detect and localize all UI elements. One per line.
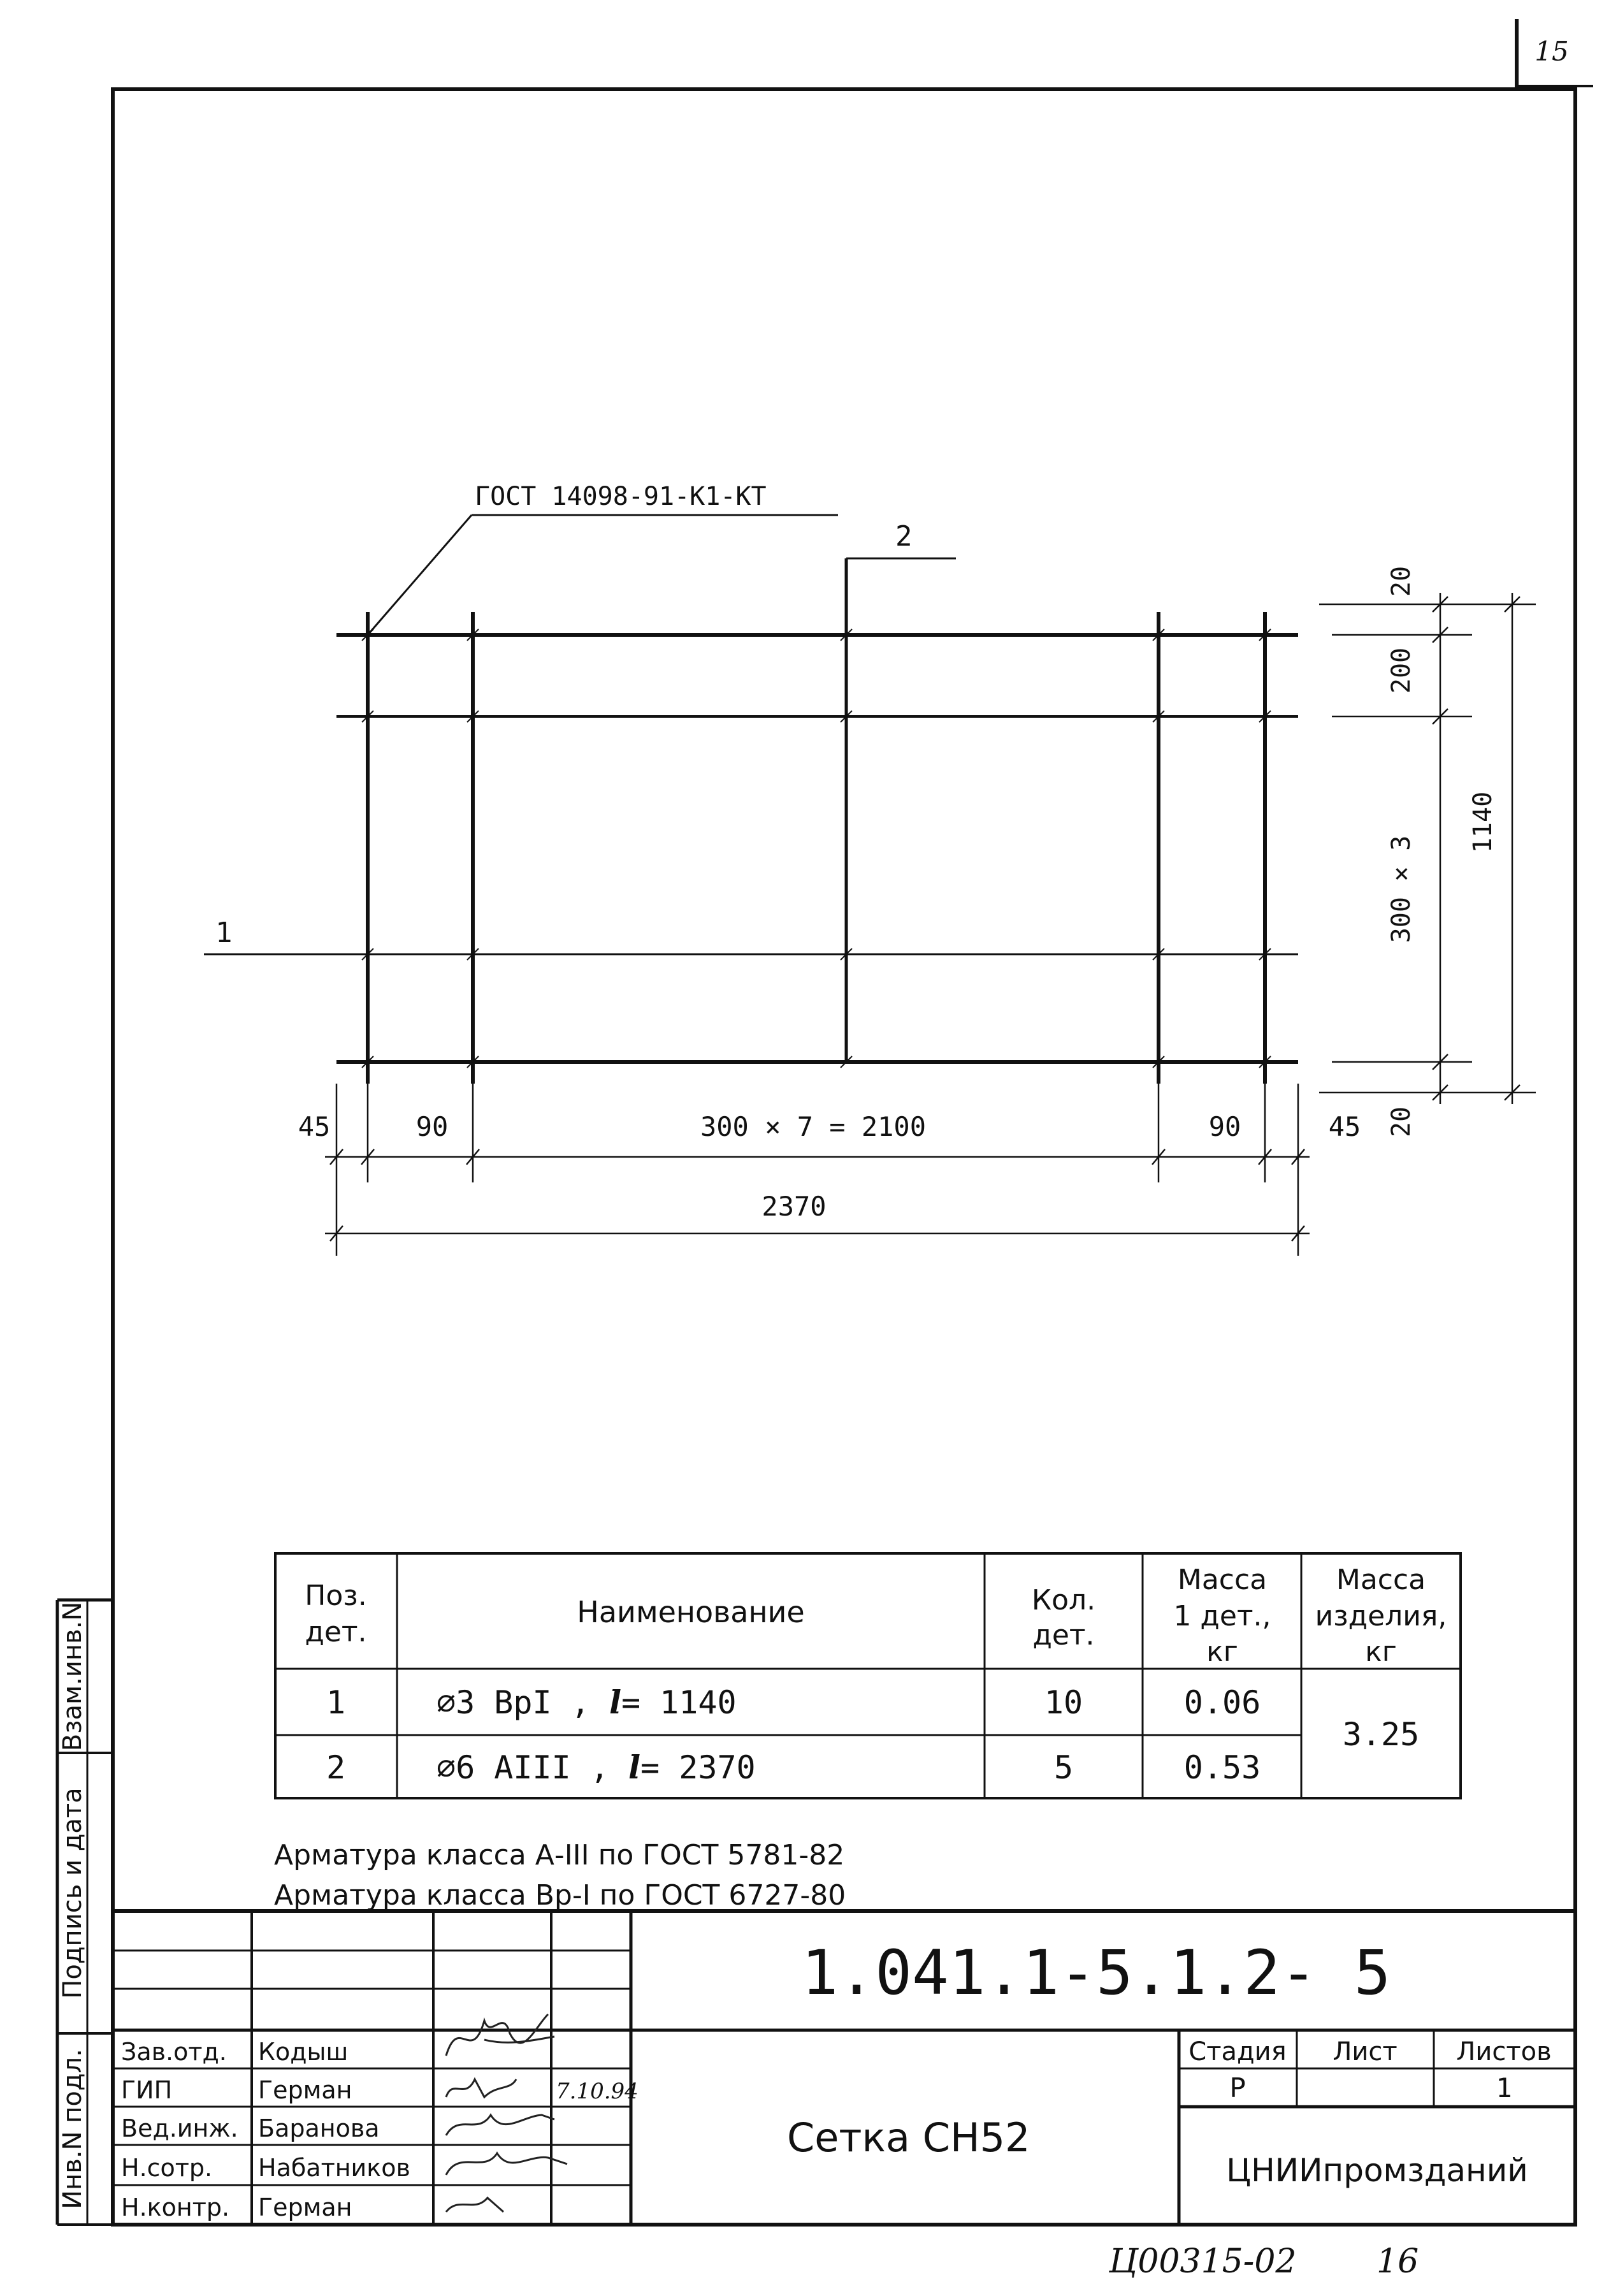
row1-mass: 0.06 — [1183, 1684, 1261, 1721]
stamp-inv: Инв.N подл. — [58, 2049, 87, 2209]
dimensions-bottom — [325, 1084, 1310, 1256]
row2-mass: 0.53 — [1183, 1749, 1261, 1786]
dim-200: 200 — [1387, 647, 1416, 694]
th-mass-total-2: изделия, — [1315, 1600, 1447, 1632]
role-ved: Вед.инж. — [121, 2114, 238, 2142]
name-german-2: Герман — [258, 2193, 352, 2221]
footer-code: Ц00315-02 — [1109, 2242, 1297, 2281]
th-mass-one-3: кг — [1206, 1636, 1238, 1668]
th-mass-total-3: кг — [1365, 1636, 1397, 1668]
th-qty-1: Кол. — [1031, 1584, 1096, 1617]
stage-value: Р — [1229, 2072, 1246, 2103]
leader-gost-label: ГОСТ 14098-91-К1-КТ — [475, 482, 767, 511]
total-mass: 3.25 — [1342, 1716, 1420, 1753]
dim-20-top: 20 — [1387, 565, 1416, 597]
th-name: Наименование — [577, 1595, 805, 1629]
th-pos-2: дет. — [305, 1616, 367, 1648]
name-nabatnikov: Набатников — [258, 2154, 410, 2182]
mesh-drawing — [204, 515, 1298, 1084]
row2-qty: 5 — [1053, 1749, 1074, 1786]
row2-pos: 2 — [326, 1749, 346, 1786]
organization: ЦНИИпромзданий — [1226, 2152, 1528, 2189]
dim-45-right: 45 — [1328, 1111, 1361, 1142]
role-zav: Зав.отд. — [121, 2038, 227, 2066]
stamp-podpis: Подпись и дата — [58, 1787, 87, 1999]
position-label-1: 1 — [215, 917, 233, 949]
dim-90-left: 90 — [415, 1111, 449, 1142]
note-1: Арматура класса А-III по ГОСТ 5781-82 — [274, 1839, 845, 1871]
name-baranova: Баранова — [258, 2114, 380, 2142]
th-mass-one-1: Масса — [1177, 1564, 1268, 1596]
dim-90-right: 90 — [1208, 1111, 1241, 1142]
designation: 1.041.1-5.1.2- 5 — [801, 1937, 1391, 2009]
row1-qty: 10 — [1044, 1684, 1083, 1721]
row1-pos: 1 — [326, 1684, 346, 1721]
leader-gost — [368, 515, 472, 635]
th-mass-one-2: 1 дет., — [1173, 1600, 1271, 1632]
sheets-value: 1 — [1496, 2072, 1512, 2103]
dim-300x3: 300 × 3 — [1387, 835, 1416, 943]
position-label-2: 2 — [895, 520, 913, 553]
dim-total-length: 2370 — [762, 1191, 827, 1222]
dim-total-width: 1140 — [1468, 791, 1498, 854]
dim-middle: 300 × 7 = 2100 — [700, 1111, 927, 1142]
dim-20-bottom: 20 — [1387, 1106, 1416, 1138]
row2-name: ⌀6 AIII , l= 2370 — [437, 1748, 756, 1786]
name-german-1: Герман — [258, 2076, 352, 2104]
dimensions-right — [1319, 593, 1536, 1104]
date-gip: 7.10.94 — [556, 2079, 639, 2104]
dim-45-left: 45 — [298, 1111, 331, 1142]
th-pos-1: Поз. — [305, 1580, 367, 1612]
stage-header: Стадия — [1188, 2037, 1287, 2067]
note-2: Арматура класса Вр-I по ГОСТ 6727-80 — [274, 1879, 846, 1912]
row1-name: ⌀3 ВрI , l= 1140 — [437, 1683, 737, 1721]
signatures — [446, 2014, 567, 2212]
sheets-header: Листов — [1456, 2037, 1552, 2067]
th-mass-total-1: Масса — [1336, 1564, 1426, 1596]
role-nsotr: Н.сотр. — [121, 2154, 213, 2182]
role-gip: ГИП — [121, 2076, 173, 2104]
drawing-title: Сетка СН52 — [787, 2114, 1030, 2161]
sheet-header: Лист — [1333, 2037, 1398, 2067]
name-kodysh: Кодыш — [258, 2038, 349, 2066]
sheet-number: 15 — [1535, 36, 1569, 67]
th-qty-2: дет. — [1032, 1619, 1095, 1652]
footer-page: 16 — [1376, 2242, 1419, 2281]
role-nkontr: Н.контр. — [121, 2193, 230, 2221]
stamp-zam: Взам.инв.N — [58, 1601, 87, 1752]
